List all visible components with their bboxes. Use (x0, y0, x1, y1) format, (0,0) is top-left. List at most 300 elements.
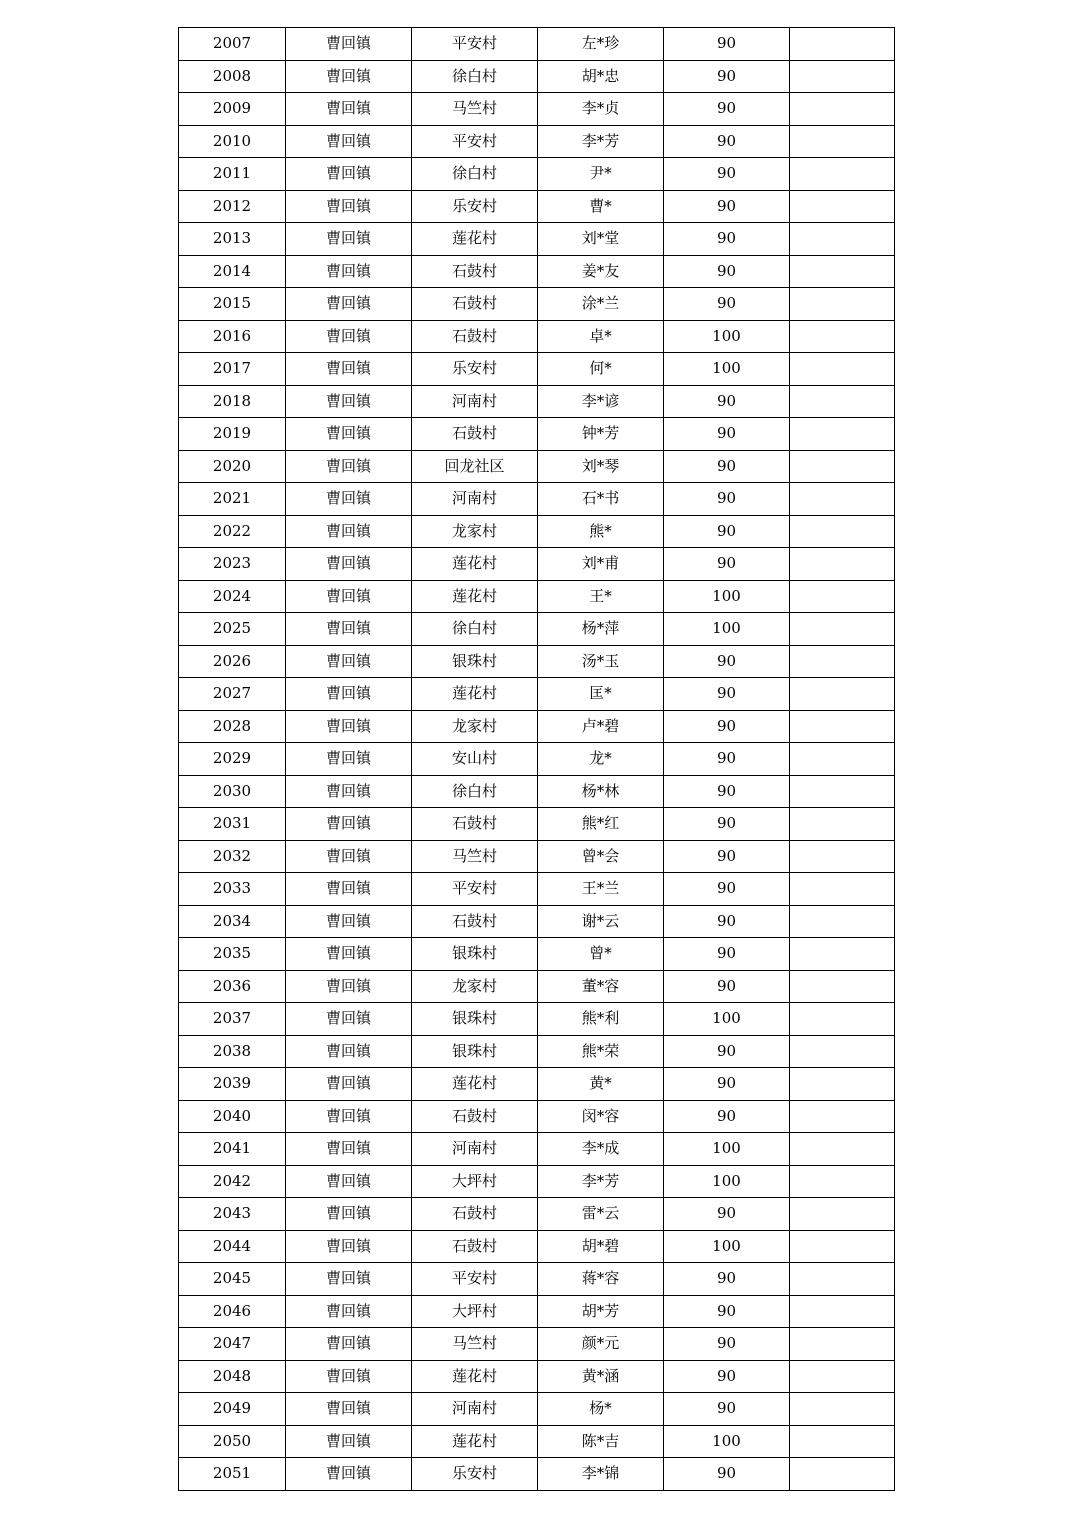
name-cell: 蒋*容 (538, 1263, 664, 1296)
name-cell: 董*容 (538, 970, 664, 1003)
town-cell: 曹回镇 (286, 320, 412, 353)
table-row (179, 1458, 895, 1491)
village-cell: 乐安村 (412, 1458, 538, 1491)
amount-cell: 90 (664, 743, 790, 776)
table-row (179, 125, 895, 158)
table-row (179, 1393, 895, 1426)
name-cell: 姜*友 (538, 255, 664, 288)
note-cell (790, 60, 895, 93)
village-cell: 平安村 (412, 28, 538, 61)
village-cell: 徐白村 (412, 158, 538, 191)
amount-cell: 90 (664, 548, 790, 581)
town-cell: 曹回镇 (286, 808, 412, 841)
table-row (179, 1003, 895, 1036)
name-cell: 杨* (538, 1393, 664, 1426)
row-number-cell: 2016 (179, 320, 286, 353)
row-number-cell: 2045 (179, 1263, 286, 1296)
town-cell: 曹回镇 (286, 613, 412, 646)
note-cell (790, 483, 895, 516)
table-row (179, 320, 895, 353)
table-row (179, 775, 895, 808)
row-number-cell: 2041 (179, 1133, 286, 1166)
row-number-cell: 2024 (179, 580, 286, 613)
amount-cell: 90 (664, 1100, 790, 1133)
village-cell: 莲花村 (412, 1068, 538, 1101)
table-row (179, 1425, 895, 1458)
row-number-cell: 2039 (179, 1068, 286, 1101)
village-cell: 徐白村 (412, 775, 538, 808)
village-cell: 石鼓村 (412, 288, 538, 321)
amount-cell: 90 (664, 873, 790, 906)
amount-cell: 90 (664, 1295, 790, 1328)
name-cell: 雷*云 (538, 1198, 664, 1231)
amount-cell: 90 (664, 385, 790, 418)
table-row (179, 580, 895, 613)
village-cell: 石鼓村 (412, 1230, 538, 1263)
table-row (179, 548, 895, 581)
town-cell: 曹回镇 (286, 1003, 412, 1036)
row-number-cell: 2042 (179, 1165, 286, 1198)
town-cell: 曹回镇 (286, 60, 412, 93)
note-cell (790, 1263, 895, 1296)
table-row (179, 353, 895, 386)
table-row (179, 1068, 895, 1101)
table-row (179, 158, 895, 191)
note-cell (790, 873, 895, 906)
note-cell (790, 1068, 895, 1101)
note-cell (790, 1165, 895, 1198)
table-row (179, 93, 895, 126)
note-cell (790, 678, 895, 711)
row-number-cell: 2027 (179, 678, 286, 711)
name-cell: 谢*云 (538, 905, 664, 938)
name-cell: 刘*甫 (538, 548, 664, 581)
table-row (179, 1263, 895, 1296)
amount-cell: 100 (664, 580, 790, 613)
note-cell (790, 840, 895, 873)
town-cell: 曹回镇 (286, 1295, 412, 1328)
amount-cell: 90 (664, 1263, 790, 1296)
name-cell: 熊* (538, 515, 664, 548)
name-cell: 龙* (538, 743, 664, 776)
amount-cell: 90 (664, 255, 790, 288)
amount-cell: 90 (664, 678, 790, 711)
note-cell (790, 190, 895, 223)
row-number-cell: 2033 (179, 873, 286, 906)
town-cell: 曹回镇 (286, 418, 412, 451)
name-cell: 卓* (538, 320, 664, 353)
town-cell: 曹回镇 (286, 678, 412, 711)
note-cell (790, 548, 895, 581)
table-row (179, 288, 895, 321)
town-cell: 曹回镇 (286, 938, 412, 971)
table-row (179, 28, 895, 61)
name-cell: 钟*芳 (538, 418, 664, 451)
village-cell: 莲花村 (412, 678, 538, 711)
table-row (179, 1328, 895, 1361)
note-cell (790, 288, 895, 321)
note-cell (790, 1035, 895, 1068)
table-row (179, 255, 895, 288)
row-number-cell: 2012 (179, 190, 286, 223)
name-cell: 胡*碧 (538, 1230, 664, 1263)
row-number-cell: 2049 (179, 1393, 286, 1426)
table-row (179, 418, 895, 451)
village-cell: 莲花村 (412, 580, 538, 613)
village-cell: 平安村 (412, 1263, 538, 1296)
name-cell: 闵*容 (538, 1100, 664, 1133)
table-row (179, 613, 895, 646)
row-number-cell: 2030 (179, 775, 286, 808)
amount-cell: 90 (664, 158, 790, 191)
note-cell (790, 710, 895, 743)
row-number-cell: 2050 (179, 1425, 286, 1458)
amount-cell: 90 (664, 1393, 790, 1426)
name-cell: 杨*林 (538, 775, 664, 808)
name-cell: 胡*芳 (538, 1295, 664, 1328)
village-cell: 莲花村 (412, 548, 538, 581)
name-cell: 李*芳 (538, 125, 664, 158)
name-cell: 卢*碧 (538, 710, 664, 743)
row-number-cell: 2032 (179, 840, 286, 873)
row-number-cell: 2051 (179, 1458, 286, 1491)
name-cell: 李*锦 (538, 1458, 664, 1491)
note-cell (790, 1100, 895, 1133)
village-cell: 河南村 (412, 1393, 538, 1426)
amount-cell: 90 (664, 938, 790, 971)
note-cell (790, 353, 895, 386)
village-cell: 莲花村 (412, 1425, 538, 1458)
name-cell: 曾* (538, 938, 664, 971)
table-row (179, 678, 895, 711)
note-cell (790, 1003, 895, 1036)
town-cell: 曹回镇 (286, 28, 412, 61)
town-cell: 曹回镇 (286, 385, 412, 418)
note-cell (790, 1360, 895, 1393)
row-number-cell: 2013 (179, 223, 286, 256)
row-number-cell: 2034 (179, 905, 286, 938)
row-number-cell: 2043 (179, 1198, 286, 1231)
village-cell: 马竺村 (412, 1328, 538, 1361)
row-number-cell: 2014 (179, 255, 286, 288)
amount-cell: 90 (664, 450, 790, 483)
amount-cell: 90 (664, 1198, 790, 1231)
town-cell: 曹回镇 (286, 515, 412, 548)
row-number-cell: 2007 (179, 28, 286, 61)
town-cell: 曹回镇 (286, 158, 412, 191)
row-number-cell: 2011 (179, 158, 286, 191)
note-cell (790, 418, 895, 451)
village-cell: 银珠村 (412, 938, 538, 971)
table-row (179, 1133, 895, 1166)
row-number-cell: 2048 (179, 1360, 286, 1393)
table-row (179, 60, 895, 93)
amount-cell: 90 (664, 1360, 790, 1393)
name-cell: 刘*琴 (538, 450, 664, 483)
village-cell: 龙家村 (412, 710, 538, 743)
row-number-cell: 2015 (179, 288, 286, 321)
row-number-cell: 2035 (179, 938, 286, 971)
amount-cell: 100 (664, 1165, 790, 1198)
table-row (179, 1360, 895, 1393)
row-number-cell: 2025 (179, 613, 286, 646)
town-cell: 曹回镇 (286, 1458, 412, 1491)
name-cell: 刘*堂 (538, 223, 664, 256)
town-cell: 曹回镇 (286, 1068, 412, 1101)
amount-cell: 90 (664, 645, 790, 678)
amount-cell: 90 (664, 775, 790, 808)
village-cell: 安山村 (412, 743, 538, 776)
town-cell: 曹回镇 (286, 840, 412, 873)
table-row (179, 873, 895, 906)
town-cell: 曹回镇 (286, 1230, 412, 1263)
roster-table-body (179, 28, 895, 1491)
row-number-cell: 2029 (179, 743, 286, 776)
amount-cell: 100 (664, 1425, 790, 1458)
town-cell: 曹回镇 (286, 970, 412, 1003)
table-row (179, 1035, 895, 1068)
village-cell: 徐白村 (412, 613, 538, 646)
table-row (179, 1198, 895, 1231)
note-cell (790, 905, 895, 938)
note-cell (790, 775, 895, 808)
note-cell (790, 580, 895, 613)
row-number-cell: 2040 (179, 1100, 286, 1133)
amount-cell: 90 (664, 125, 790, 158)
table-row (179, 970, 895, 1003)
town-cell: 曹回镇 (286, 1360, 412, 1393)
table-row (179, 743, 895, 776)
village-cell: 石鼓村 (412, 255, 538, 288)
amount-cell: 90 (664, 28, 790, 61)
name-cell: 黄* (538, 1068, 664, 1101)
table-row (179, 1295, 895, 1328)
name-cell: 李*贞 (538, 93, 664, 126)
name-cell: 石*书 (538, 483, 664, 516)
name-cell: 曹* (538, 190, 664, 223)
village-cell: 马竺村 (412, 840, 538, 873)
town-cell: 曹回镇 (286, 905, 412, 938)
row-number-cell: 2031 (179, 808, 286, 841)
row-number-cell: 2010 (179, 125, 286, 158)
town-cell: 曹回镇 (286, 1393, 412, 1426)
village-cell: 平安村 (412, 873, 538, 906)
note-cell (790, 93, 895, 126)
town-cell: 曹回镇 (286, 1263, 412, 1296)
name-cell: 李*成 (538, 1133, 664, 1166)
table-row (179, 515, 895, 548)
village-cell: 大坪村 (412, 1295, 538, 1328)
table-row (179, 1165, 895, 1198)
name-cell: 熊*红 (538, 808, 664, 841)
amount-cell: 100 (664, 613, 790, 646)
table-row (179, 808, 895, 841)
row-number-cell: 2020 (179, 450, 286, 483)
amount-cell: 90 (664, 970, 790, 1003)
row-number-cell: 2026 (179, 645, 286, 678)
note-cell (790, 1295, 895, 1328)
village-cell: 河南村 (412, 483, 538, 516)
note-cell (790, 808, 895, 841)
table-row (179, 840, 895, 873)
row-number-cell: 2047 (179, 1328, 286, 1361)
table-row (179, 223, 895, 256)
town-cell: 曹回镇 (286, 548, 412, 581)
village-cell: 石鼓村 (412, 1198, 538, 1231)
town-cell: 曹回镇 (286, 353, 412, 386)
table-row (179, 905, 895, 938)
village-cell: 龙家村 (412, 515, 538, 548)
name-cell: 熊*利 (538, 1003, 664, 1036)
note-cell (790, 1393, 895, 1426)
town-cell: 曹回镇 (286, 190, 412, 223)
village-cell: 马竺村 (412, 93, 538, 126)
name-cell: 涂*兰 (538, 288, 664, 321)
name-cell: 王*兰 (538, 873, 664, 906)
row-number-cell: 2017 (179, 353, 286, 386)
name-cell: 曾*会 (538, 840, 664, 873)
note-cell (790, 743, 895, 776)
town-cell: 曹回镇 (286, 450, 412, 483)
name-cell: 陈*吉 (538, 1425, 664, 1458)
row-number-cell: 2037 (179, 1003, 286, 1036)
table-row (179, 1100, 895, 1133)
note-cell (790, 1425, 895, 1458)
note-cell (790, 385, 895, 418)
amount-cell: 90 (664, 60, 790, 93)
village-cell: 乐安村 (412, 190, 538, 223)
town-cell: 曹回镇 (286, 1100, 412, 1133)
town-cell: 曹回镇 (286, 288, 412, 321)
village-cell: 徐白村 (412, 60, 538, 93)
table-row (179, 450, 895, 483)
village-cell: 大坪村 (412, 1165, 538, 1198)
town-cell: 曹回镇 (286, 1425, 412, 1458)
note-cell (790, 1328, 895, 1361)
town-cell: 曹回镇 (286, 1035, 412, 1068)
town-cell: 曹回镇 (286, 743, 412, 776)
amount-cell: 90 (664, 905, 790, 938)
table-row (179, 190, 895, 223)
row-number-cell: 2019 (179, 418, 286, 451)
amount-cell: 90 (664, 840, 790, 873)
name-cell: 左*珍 (538, 28, 664, 61)
amount-cell: 90 (664, 223, 790, 256)
row-number-cell: 2018 (179, 385, 286, 418)
amount-cell: 100 (664, 353, 790, 386)
table-row (179, 483, 895, 516)
village-cell: 银珠村 (412, 645, 538, 678)
row-number-cell: 2008 (179, 60, 286, 93)
village-cell: 平安村 (412, 125, 538, 158)
town-cell: 曹回镇 (286, 775, 412, 808)
note-cell (790, 450, 895, 483)
row-number-cell: 2021 (179, 483, 286, 516)
name-cell: 尹* (538, 158, 664, 191)
note-cell (790, 970, 895, 1003)
roster-table (178, 27, 895, 1491)
amount-cell: 90 (664, 93, 790, 126)
table-row (179, 645, 895, 678)
amount-cell: 90 (664, 710, 790, 743)
village-cell: 龙家村 (412, 970, 538, 1003)
village-cell: 回龙社区 (412, 450, 538, 483)
village-cell: 石鼓村 (412, 905, 538, 938)
amount-cell: 90 (664, 483, 790, 516)
amount-cell: 100 (664, 1133, 790, 1166)
row-number-cell: 2046 (179, 1295, 286, 1328)
name-cell: 李*谚 (538, 385, 664, 418)
name-cell: 黄*涵 (538, 1360, 664, 1393)
name-cell: 杨*萍 (538, 613, 664, 646)
table-row (179, 710, 895, 743)
table-row (179, 385, 895, 418)
village-cell: 石鼓村 (412, 418, 538, 451)
town-cell: 曹回镇 (286, 1165, 412, 1198)
note-cell (790, 1133, 895, 1166)
note-cell (790, 1230, 895, 1263)
town-cell: 曹回镇 (286, 873, 412, 906)
village-cell: 乐安村 (412, 353, 538, 386)
note-cell (790, 125, 895, 158)
note-cell (790, 158, 895, 191)
village-cell: 莲花村 (412, 223, 538, 256)
amount-cell: 90 (664, 1068, 790, 1101)
town-cell: 曹回镇 (286, 125, 412, 158)
name-cell: 熊*荣 (538, 1035, 664, 1068)
village-cell: 石鼓村 (412, 320, 538, 353)
town-cell: 曹回镇 (286, 710, 412, 743)
amount-cell: 90 (664, 418, 790, 451)
town-cell: 曹回镇 (286, 93, 412, 126)
note-cell (790, 28, 895, 61)
row-number-cell: 2044 (179, 1230, 286, 1263)
name-cell: 王* (538, 580, 664, 613)
name-cell: 李*芳 (538, 1165, 664, 1198)
name-cell: 匡* (538, 678, 664, 711)
amount-cell: 90 (664, 288, 790, 321)
note-cell (790, 938, 895, 971)
town-cell: 曹回镇 (286, 223, 412, 256)
row-number-cell: 2038 (179, 1035, 286, 1068)
table-row (179, 1230, 895, 1263)
village-cell: 石鼓村 (412, 1100, 538, 1133)
row-number-cell: 2023 (179, 548, 286, 581)
row-number-cell: 2036 (179, 970, 286, 1003)
town-cell: 曹回镇 (286, 580, 412, 613)
name-cell: 汤*玉 (538, 645, 664, 678)
note-cell (790, 1458, 895, 1491)
amount-cell: 90 (664, 1458, 790, 1491)
note-cell (790, 1198, 895, 1231)
village-cell: 银珠村 (412, 1003, 538, 1036)
row-number-cell: 2009 (179, 93, 286, 126)
amount-cell: 90 (664, 1328, 790, 1361)
note-cell (790, 223, 895, 256)
amount-cell: 90 (664, 515, 790, 548)
note-cell (790, 320, 895, 353)
village-cell: 银珠村 (412, 1035, 538, 1068)
note-cell (790, 645, 895, 678)
name-cell: 胡*忠 (538, 60, 664, 93)
note-cell (790, 613, 895, 646)
amount-cell: 100 (664, 1230, 790, 1263)
village-cell: 莲花村 (412, 1360, 538, 1393)
town-cell: 曹回镇 (286, 1198, 412, 1231)
name-cell: 颜*元 (538, 1328, 664, 1361)
note-cell (790, 255, 895, 288)
town-cell: 曹回镇 (286, 1328, 412, 1361)
